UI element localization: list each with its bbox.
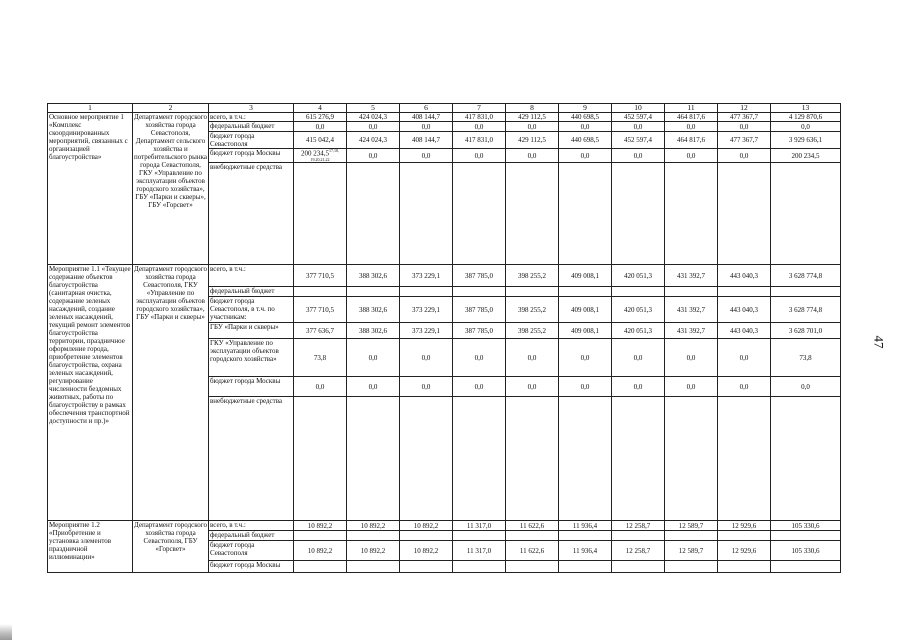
value-cell: 73,8 [294,339,347,377]
value-cell [453,531,506,541]
funding-source-cell: федеральный бюджет [209,531,294,541]
value-cell: 73,8 [771,339,841,377]
value-cell: 12 589,7 [665,521,718,531]
value-cell: 420 051,3 [612,265,665,287]
value-cell [718,397,771,521]
value-cell [400,287,453,297]
value-cell [559,397,612,521]
value-cell: 0,0 [400,377,453,397]
value-cell [453,163,506,265]
value-cell: 10 892,2 [294,521,347,531]
funding-source-cell: бюджет города Севастополя [209,541,294,561]
value-cell: 452 597,4 [612,132,665,149]
value-cell: 12 258,7 [612,521,665,531]
table-row [48,521,841,531]
value-cell: 200 234,5 [771,149,841,163]
value-cell [294,531,347,541]
footnote-marker-line: 19,20,21,22 [310,156,330,162]
value-cell [506,287,559,297]
funding-source-cell: бюджет города Севастополя [209,132,294,149]
value-cell: 11 936,4 [559,541,612,561]
budget-table-body [48,104,841,573]
value-cell [718,287,771,297]
value-cell [294,163,347,265]
value-cell [771,531,841,541]
value-cell [347,561,400,573]
value-cell: 0,0 [347,122,400,132]
value-cell: 429 112,5 [506,132,559,149]
funding-source-cell: бюджет города Москвы [209,149,294,163]
value-cell [453,397,506,521]
value-cell [294,561,347,573]
column-number: 12 [718,104,771,113]
value-cell: 440 698,5 [559,113,612,122]
value-cell: 0,0 [506,149,559,163]
value-cell: 0,0 [612,339,665,377]
value-cell [718,531,771,541]
value-cell: 431 392,7 [665,323,718,339]
column-number: 9 [559,104,612,113]
value-cell: 431 392,7 [665,265,718,287]
value-cell: 105 330,6 [771,541,841,561]
value-cell [506,531,559,541]
value-cell: 409 008,1 [559,265,612,287]
value-cell: 377 710,5 [294,265,347,287]
funding-source-cell: ГБУ «Парки и скверы» [209,323,294,339]
value-cell: 12 929,6 [718,521,771,531]
column-number-row [48,104,841,113]
value-cell: 12 589,7 [665,541,718,561]
value-cell: 477 367,7 [718,132,771,149]
value-cell [347,287,400,297]
value-cell: 440 698,5 [559,132,612,149]
table-row [48,113,841,122]
column-number: 1 [48,104,133,113]
column-number: 4 [294,104,347,113]
funding-source-cell: федеральный бюджет [209,122,294,132]
column-number: 7 [453,104,506,113]
column-number: 3 [209,104,294,113]
value-cell: 0,0 [718,122,771,132]
activity-name-cell: Мероприятие 1.2 «Приобретение и установка элементов праздничной иллюминации» [48,521,133,573]
value-cell: 424 024,3 [347,113,400,122]
value-cell: 415 042,4 [294,132,347,149]
value-cell: 429 112,5 [506,113,559,122]
funding-source-cell: бюджет города Москвы [209,377,294,397]
value-cell: 0,0 [718,149,771,163]
value-cell [665,561,718,573]
value-cell [559,531,612,541]
value-cell [400,397,453,521]
value-cell: 464 817,6 [665,132,718,149]
value-cell: 0,0 [665,122,718,132]
value-cell [665,287,718,297]
value-cell [294,397,347,521]
column-number: 5 [347,104,400,113]
value-cell: 409 008,1 [559,323,612,339]
value-cell: 0,0 [559,339,612,377]
value-cell: 0,0 [771,122,841,132]
value-text: 200 234,5 [301,149,329,158]
value-cell: 477 367,7 [718,113,771,122]
value-cell: 11 936,4 [559,521,612,531]
value-cell [400,531,453,541]
value-cell: 4 129 870,6 [771,113,841,122]
value-cell: 0,0 [453,339,506,377]
value-cell [612,163,665,265]
value-cell: 0,0 [559,377,612,397]
executor-cell: Департамент городского хозяйства города Севастополя, ГКУ «Управление по эксплуатации объектов городского хозяйства», ГБУ «Парки и скверы» [133,265,209,521]
value-cell [400,163,453,265]
column-number: 2 [133,104,209,113]
value-cell [665,397,718,521]
value-cell: 408 144,7 [400,132,453,149]
value-cell: 388 302,6 [347,297,400,323]
value-cell: 0,0 [559,122,612,132]
value-cell [347,531,400,541]
value-cell: 373 229,1 [400,323,453,339]
value-cell: 0,0 [718,377,771,397]
value-cell: 431 392,7 [665,297,718,323]
value-cell [559,561,612,573]
value-cell: 377 636,7 [294,323,347,339]
value-cell: 420 051,3 [612,323,665,339]
value-cell: 0,0 [400,149,453,163]
funding-source-cell: федеральный бюджет [209,287,294,297]
funding-source-cell: ГКУ «Управление по эксплуатации объектов городского хозяйства» [209,339,294,377]
value-cell: 0,0 [665,377,718,397]
value-cell [612,531,665,541]
value-cell: 408 144,7 [400,113,453,122]
value-cell: 409 008,1 [559,297,612,323]
value-cell: 452 597,4 [612,113,665,122]
value-cell: 12 929,6 [718,541,771,561]
value-cell: 398 255,2 [506,323,559,339]
value-cell: 0,0 [400,339,453,377]
value-cell: 0,0 [506,377,559,397]
value-cell [294,149,347,163]
value-cell: 417 831,0 [453,113,506,122]
value-cell: 0,0 [453,149,506,163]
value-cell: 11 317,0 [453,521,506,531]
value-cell [665,163,718,265]
column-number: 11 [665,104,718,113]
value-cell: 0,0 [612,377,665,397]
funding-source-cell: внебюджетные средства [209,397,294,521]
value-cell: 0,0 [453,122,506,132]
value-cell: 0,0 [612,149,665,163]
value-cell: 3 628 774,8 [771,265,841,287]
value-cell: 11 317,0 [453,541,506,561]
funding-source-cell: всего, в т.ч.: [209,521,294,531]
value-cell [453,561,506,573]
value-cell: 11 622,6 [506,541,559,561]
funding-source-cell: бюджет города Москвы [209,561,294,573]
value-cell: 373 229,1 [400,265,453,287]
value-cell: 373 229,1 [400,297,453,323]
value-cell: 464 817,6 [665,113,718,122]
value-cell [453,287,506,297]
value-cell [771,163,841,265]
value-cell [612,561,665,573]
funding-source-cell: бюджет города Севастополя, в т.ч. по участникам: [209,297,294,323]
value-cell [718,163,771,265]
value-cell: 424 024,3 [347,132,400,149]
funding-source-cell: внебюджетные средства [209,163,294,265]
column-number: 6 [400,104,453,113]
value-cell: 387 785,0 [453,297,506,323]
value-cell: 3 929 636,1 [771,132,841,149]
scan-corner-mark [0,624,12,640]
value-cell [506,561,559,573]
value-cell: 398 255,2 [506,297,559,323]
funding-source-cell: всего, в т.ч.: [209,113,294,122]
value-cell: 615 276,9 [294,113,347,122]
value-cell: 0,0 [612,122,665,132]
value-cell: 443 040,3 [718,323,771,339]
value-cell: 0,0 [453,377,506,397]
value-cell [400,561,453,573]
value-cell: 105 330,6 [771,521,841,531]
value-cell: 443 040,3 [718,265,771,287]
value-cell: 388 302,6 [347,265,400,287]
value-cell [612,397,665,521]
value-cell: 420 051,3 [612,297,665,323]
value-cell: 0,0 [347,339,400,377]
value-cell: 0,0 [294,122,347,132]
activity-name-cell: Мероприятие 1.1 «Текущее содержание объектов благоустройства (санитарная очистка, содержание зеленых насаждений, создание зеленых насаждений, текущий ремонт элементов благоустройства территории, праздничное оформление города, приобретение элементов благоустройства, охрана зеленых насаждений, регулирование численности бездомных животных, работы по благоустройству в рамках обеспечения транспортной доступности и пр.)» [48,265,133,521]
budget-table [47,103,841,573]
value-cell [612,287,665,297]
value-cell: 10 892,2 [400,541,453,561]
value-cell: 0,0 [506,339,559,377]
value-cell [771,561,841,573]
value-cell: 377 710,5 [294,297,347,323]
value-cell: 0,0 [347,149,400,163]
value-cell: 398 255,2 [506,265,559,287]
column-number: 13 [771,104,841,113]
value-cell: 3 628 701,0 [771,323,841,339]
value-cell [559,163,612,265]
value-cell: 0,0 [400,122,453,132]
value-cell: 10 892,2 [347,521,400,531]
value-cell [665,531,718,541]
value-cell: 11 622,6 [506,521,559,531]
value-cell: 0,0 [347,377,400,397]
value-cell: 0,0 [506,122,559,132]
value-cell: 12 258,7 [612,541,665,561]
value-cell: 0,0 [559,149,612,163]
value-cell [771,287,841,297]
column-number: 8 [506,104,559,113]
value-cell [347,163,400,265]
value-cell [294,287,347,297]
table-row [48,265,841,287]
value-cell: 10 892,2 [294,541,347,561]
value-cell: 0,0 [294,377,347,397]
value-cell: 417 831,0 [453,132,506,149]
footnote-marker: 17,18, [329,148,339,154]
value-cell [718,561,771,573]
value-cell: 388 302,6 [347,323,400,339]
funding-source-cell: всего, в т.ч.: [209,265,294,287]
column-number: 10 [612,104,665,113]
value-cell [559,287,612,297]
value-cell: 0,0 [718,339,771,377]
value-cell: 387 785,0 [453,265,506,287]
executor-cell: Департамент городского хозяйства города Севастополя, Департамент сельского хозяйства и потребительского рынка города Севастополя, ГКУ «Управление по эксплуатации объектов городского хозяйства», ГБУ «Парки и скверы», ГБУ «Горсвет» [133,113,209,265]
value-cell [347,397,400,521]
value-cell: 10 892,2 [347,541,400,561]
value-cell [771,397,841,521]
value-cell [506,397,559,521]
page-number: 47 [871,335,887,349]
activity-name-cell: Основное мероприятие 1 «Комплекс скоординированных мероприятий, связанных с организацией благоустройства» [48,113,133,265]
value-cell: 10 892,2 [400,521,453,531]
value-cell: 387 785,0 [453,323,506,339]
executor-cell: Департамент городского хозяйства города Севастополя, ГБУ «Горсвет» [133,521,209,573]
value-cell [506,163,559,265]
value-cell: 443 040,3 [718,297,771,323]
value-cell: 0,0 [665,339,718,377]
value-cell: 0,0 [771,377,841,397]
value-cell: 0,0 [665,149,718,163]
value-cell: 3 628 774,8 [771,297,841,323]
